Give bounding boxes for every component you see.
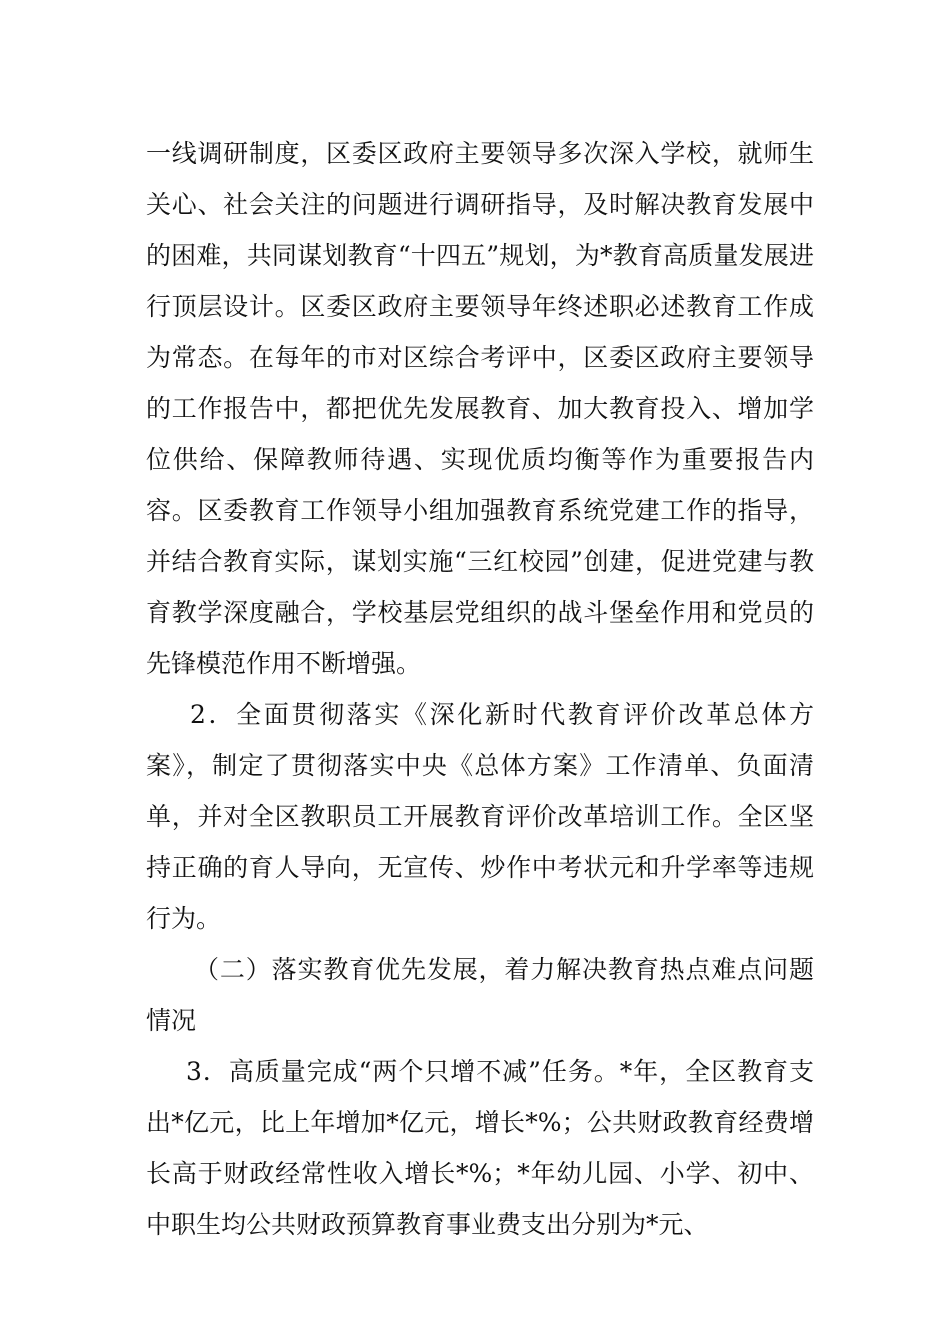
paragraph-funding: 3．高质量完成“两个只增不减”任务。*年，全区教育支出*亿元，比上年增加*亿元，增长*%；公共财政教育经费增长高于财政经常性收入增长*%；*年幼儿园、小学、初中、中职生均公共财政预算教育事业费支出分别为*元、 — [146, 1057, 814, 1239]
document-body — [146, 128, 814, 1250]
paragraph-evaluation-reform: 2．全面贯彻落实《深化新时代教育评价改革总体方案》，制定了贯彻落实中央《总体方案》工作清单、负面清单，并对全区教职员工开展教育评价改革培训工作。全区坚持正确的育人导向，无宣传、炒作中考状元和升学率等违规行为。 — [146, 700, 814, 933]
section-heading-two: （二）落实教育优先发展，着力解决教育热点难点问题情况 — [146, 955, 814, 1035]
paragraph-party-leadership: 一线调研制度，区委区政府主要领导多次深入学校，就师生关心、社会关注的问题进行调研指导，及时解决教育发展中的困难，共同谋划教育“十四五”规划，为*教育高质量发展进行顶层设计。区委区政府主要领导年终述职必述教育工作成为常态。在每年的市对区综合考评中，区委区政府主要领导的工作报告中，都把优先发展教育、加大教育投入、增加学位供给、保障教师待遇、实现优质均衡等作为重要报告内容。区委教育工作领导小组加强教育系统党建工作的指导，并结合教育实际，谋划实施“三红校园”创建，促进党建与教育教学深度融合，学校基层党组织的战斗堡垒作用和党员的先锋模范作用不断增强。 — [146, 139, 814, 678]
